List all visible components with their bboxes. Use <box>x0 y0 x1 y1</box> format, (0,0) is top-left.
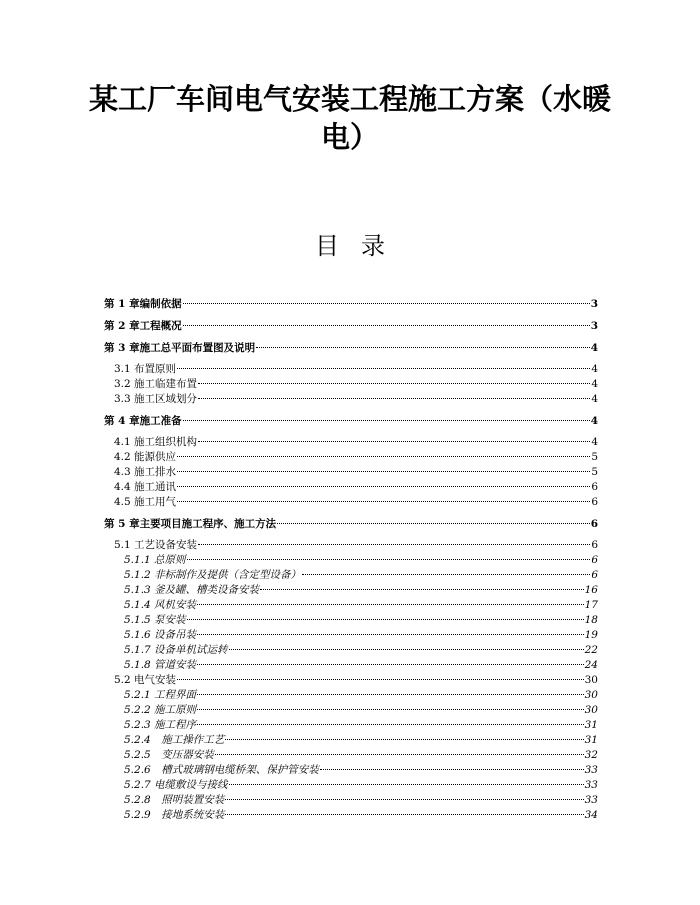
toc-entry-text: 第 2 章工程概况 <box>104 320 182 332</box>
toc-leader <box>183 303 590 304</box>
toc-leader <box>197 709 584 710</box>
toc-entry-text: 5.1.1 总原则 <box>124 554 186 566</box>
toc-leader <box>256 347 590 348</box>
toc-entry[interactable] <box>104 718 598 732</box>
toc-entry-page: 5 <box>591 451 598 463</box>
toc-entry-page: 5 <box>591 466 598 478</box>
toc-leader <box>183 325 590 326</box>
toc-entry-text: 5.2 电气安装 <box>114 674 177 686</box>
toc-entry-text: 3.2 施工临建布置 <box>114 378 198 390</box>
toc-entry-page: 16 <box>584 584 598 596</box>
toc-entry[interactable] <box>104 480 598 494</box>
toc-entry[interactable] <box>104 598 598 612</box>
toc-entry-text: 4.2 能源供应 <box>114 451 177 463</box>
toc-entry-text: 5.1 工艺设备安装 <box>114 539 198 551</box>
toc-entry-page: 18 <box>584 614 598 626</box>
toc-entry-text: 5.2.1 工程界面 <box>124 689 197 701</box>
toc-entry-text: 第 1 章编制依据 <box>104 298 182 310</box>
toc-entry-text: 4.3 施工排水 <box>114 466 177 478</box>
toc-leader <box>187 559 591 560</box>
toc-entry-page: 6 <box>591 481 598 493</box>
toc-leader <box>229 784 584 785</box>
toc-leader <box>177 501 590 502</box>
toc-entry[interactable] <box>104 733 598 747</box>
toc-entry[interactable] <box>104 703 598 717</box>
toc-leader <box>225 814 583 815</box>
toc-leader <box>177 679 584 680</box>
toc-entry[interactable] <box>104 450 598 464</box>
toc-entry-page: 33 <box>584 794 598 806</box>
toc-entry-text: 第 4 章施工准备 <box>104 415 182 427</box>
document-title-line-1: 某工厂车间电气安装工程施工方案（水暖 <box>88 82 611 116</box>
toc-entry[interactable] <box>104 465 598 479</box>
toc-entry-page: 30 <box>584 674 598 686</box>
toc-entry-page: 4 <box>590 342 598 354</box>
toc-entry-text: 4.5 施工用气 <box>114 496 177 508</box>
toc-leader <box>197 694 584 695</box>
toc-entry[interactable] <box>104 297 598 311</box>
toc-entry-page: 32 <box>584 749 598 761</box>
toc-entry-page: 4 <box>591 436 598 448</box>
toc-leader <box>198 383 590 384</box>
toc-entry-text: 第 5 章主要项目施工程序、施工方法 <box>104 518 277 530</box>
toc-leader <box>187 619 584 620</box>
toc-entry[interactable] <box>104 808 598 822</box>
toc-leader <box>197 634 584 635</box>
toc-entry-page: 31 <box>584 719 598 731</box>
toc-entry-text: 5.2.8 照明装置安装 <box>124 794 225 806</box>
toc-entry-page: 6 <box>591 554 598 566</box>
toc-entry-text: 4.4 施工通讯 <box>114 481 177 493</box>
toc-entry[interactable] <box>104 688 598 702</box>
toc-entry-text: 5.1.5 泵安装 <box>124 614 186 626</box>
toc-leader <box>198 398 590 399</box>
toc-leader <box>197 664 584 665</box>
document-title-line-2: 电） <box>320 120 379 154</box>
toc-entry-text: 5.2.7 电缆敷设与接线 <box>124 779 228 791</box>
toc-leader <box>177 368 590 369</box>
toc-entry-page: 30 <box>584 689 598 701</box>
toc-leader <box>225 739 583 740</box>
toc-entry-page: 6 <box>590 518 598 530</box>
toc-entry-page: 3 <box>590 298 598 310</box>
toc-entry-page: 4 <box>591 363 598 375</box>
toc-entry[interactable] <box>104 748 598 762</box>
toc-leader <box>277 523 590 524</box>
toc-entry-text: 5.1.6 设备吊装 <box>124 629 197 641</box>
toc-entry-text: 5.1.3 釜及罐、槽类设备安装 <box>124 584 260 596</box>
document-title <box>0 80 700 156</box>
toc-leader <box>215 754 584 755</box>
toc-entry-text: 5.1.4 风机安装 <box>124 599 197 611</box>
toc-entry-text: 5.1.7 设备单机试运转 <box>124 644 228 656</box>
toc-entry[interactable] <box>104 793 598 807</box>
toc-entry-page: 24 <box>584 659 598 671</box>
toc-entry-page: 30 <box>584 704 598 716</box>
toc-entry-text: 5.2.9 接地系统安装 <box>124 809 225 821</box>
toc-entry[interactable] <box>104 392 598 406</box>
toc-leader <box>177 471 590 472</box>
toc-entry-page: 31 <box>584 734 598 746</box>
toc-entry-page: 17 <box>584 599 598 611</box>
toc-entry-text: 5.2.4 施工操作工艺 <box>124 734 225 746</box>
toc-leader <box>183 420 590 421</box>
toc-entry[interactable] <box>104 643 598 657</box>
toc-entry-page: 6 <box>591 569 598 581</box>
toc-leader <box>320 769 584 770</box>
toc-entry-text: 4.1 施工组织机构 <box>114 436 198 448</box>
toc-entry-text: 5.2.3 施工程序 <box>124 719 197 731</box>
toc-leader <box>302 574 590 575</box>
toc-entry-page: 6 <box>591 539 598 551</box>
toc-entry[interactable] <box>104 763 598 777</box>
toc-entry[interactable] <box>104 538 598 552</box>
toc-leader <box>229 649 584 650</box>
toc-entry-page: 34 <box>584 809 598 821</box>
toc-entry-text: 5.2.6 槽式玻璃钢电缆桥架、保护管安装 <box>124 764 319 776</box>
toc-entry-page: 19 <box>584 629 598 641</box>
toc-entry[interactable] <box>104 377 598 391</box>
toc-entry-text: 第 3 章施工总平面布置图及说明 <box>104 342 256 354</box>
toc-entry-text: 5.1.8 管道安装 <box>124 659 197 671</box>
toc-entry-text: 5.2.5 变压器安装 <box>124 749 214 761</box>
toc-leader <box>197 724 584 725</box>
toc-entry-page: 22 <box>584 644 598 656</box>
toc-leader <box>260 589 584 590</box>
toc-entry-page: 3 <box>590 320 598 332</box>
toc-entry-page: 4 <box>590 415 598 427</box>
toc-entry[interactable] <box>104 362 598 376</box>
toc-entry[interactable] <box>104 778 598 792</box>
toc-entry-text: 5.1.2 非标制作及提供（含定型设备） <box>124 569 302 581</box>
toc-entry[interactable] <box>104 414 598 428</box>
toc-entry[interactable] <box>104 341 598 355</box>
toc-entry-text: 3.3 施工区域划分 <box>114 393 198 405</box>
toc-entry[interactable] <box>104 583 598 597</box>
toc-entry-text: 3.1 布置原则 <box>114 363 177 375</box>
toc-entry[interactable] <box>104 658 598 672</box>
toc-entry[interactable] <box>104 568 598 582</box>
toc-leader <box>198 441 590 442</box>
toc-entry[interactable] <box>104 673 598 687</box>
toc-entry-page: 4 <box>591 378 598 390</box>
toc-entry-page: 4 <box>591 393 598 405</box>
toc-leader <box>177 456 590 457</box>
toc-leader <box>225 799 583 800</box>
toc-entry-page: 33 <box>584 779 598 791</box>
toc-leader <box>198 544 590 545</box>
toc-entry[interactable] <box>104 319 598 333</box>
toc-entry[interactable] <box>104 613 598 627</box>
toc-entry[interactable] <box>104 517 598 531</box>
toc-entry-text: 5.2.2 施工原则 <box>124 704 197 716</box>
toc-entry[interactable] <box>104 553 598 567</box>
toc-entry[interactable] <box>104 435 598 449</box>
toc-leader <box>197 604 584 605</box>
toc-leader <box>177 486 590 487</box>
toc-entry[interactable] <box>104 495 598 509</box>
toc-entry-page: 6 <box>591 496 598 508</box>
toc-entry-page: 33 <box>584 764 598 776</box>
toc-heading: 目录 <box>315 232 407 260</box>
toc-entry[interactable] <box>104 628 598 642</box>
